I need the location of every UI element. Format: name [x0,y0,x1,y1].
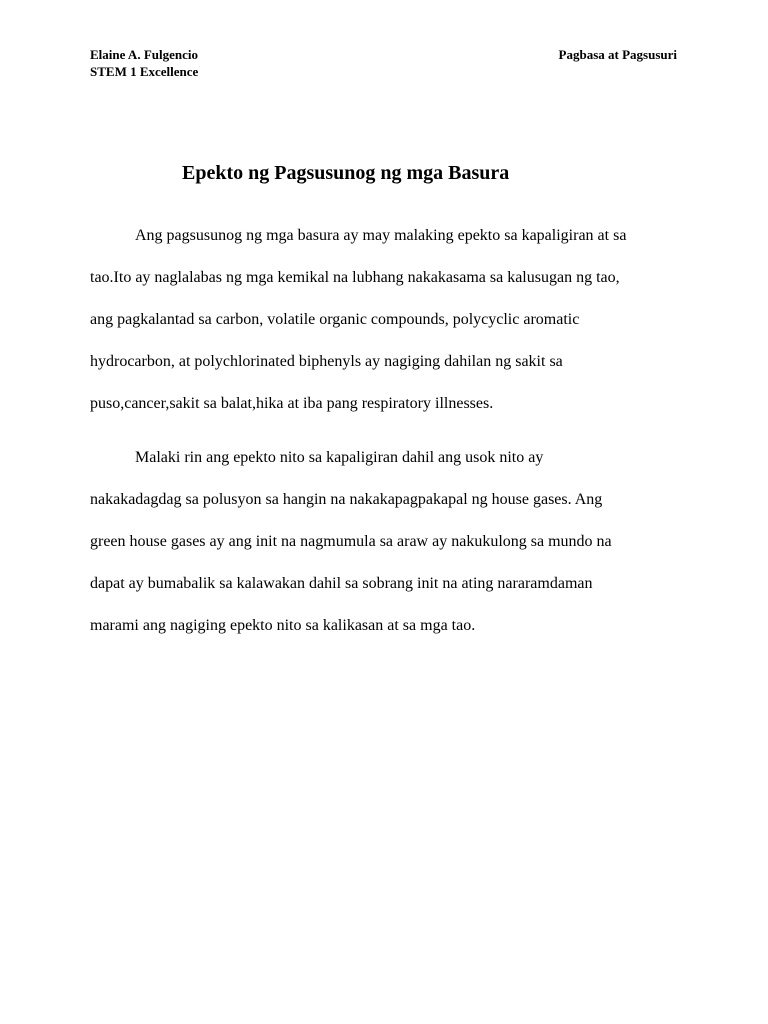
author-name: Elaine A. Fulgencio [90,47,198,62]
paragraph-line: tao.Ito ay naglalabas ng mga kemikal na lubhang nakakasama sa kalusugan ng tao, [90,269,620,286]
paragraph-line: nakakadagdag sa polusyon sa hangin na nakakapagpakapal ng house gases. Ang [90,491,603,508]
paragraph-1 [90,226,690,436]
subject-name: Pagbasa at Pagsusuri [558,47,677,62]
class-section: STEM 1 Excellence [90,64,199,79]
paragraph-line: ang pagkalantad sa carbon, volatile organic compounds, polycyclic aromatic [90,311,580,328]
paragraph-line: Malaki rin ang epekto nito sa kapaligiran dahil ang usok nito ay [135,449,544,466]
header-author-block [90,46,198,80]
paragraph-line: marami ang nagiging epekto nito sa kalikasan at sa mga tao. [90,617,476,634]
paragraph-line: hydrocarbon, at polychlorinated biphenyls ay nagiging dahilan ng sakit sa [90,353,563,370]
document-title: Epekto ng Pagsusunog ng mga Basura [182,162,510,184]
paragraph-line: puso,cancer,sakit sa balat,hika at iba pang respiratory illnesses. [90,395,494,412]
paragraph-line: Ang pagsusunog ng mga basura ay may malaking epekto sa kapaligiran at sa [135,227,627,244]
paragraph-line: dapat ay bumabalik sa kalawakan dahil sa sobrang init na ating nararamdaman [90,575,593,592]
paragraph-line: green house gases ay ang init na nagmumula sa araw ay nakukulong sa mundo na [90,533,612,550]
paragraph-2 [90,448,690,658]
